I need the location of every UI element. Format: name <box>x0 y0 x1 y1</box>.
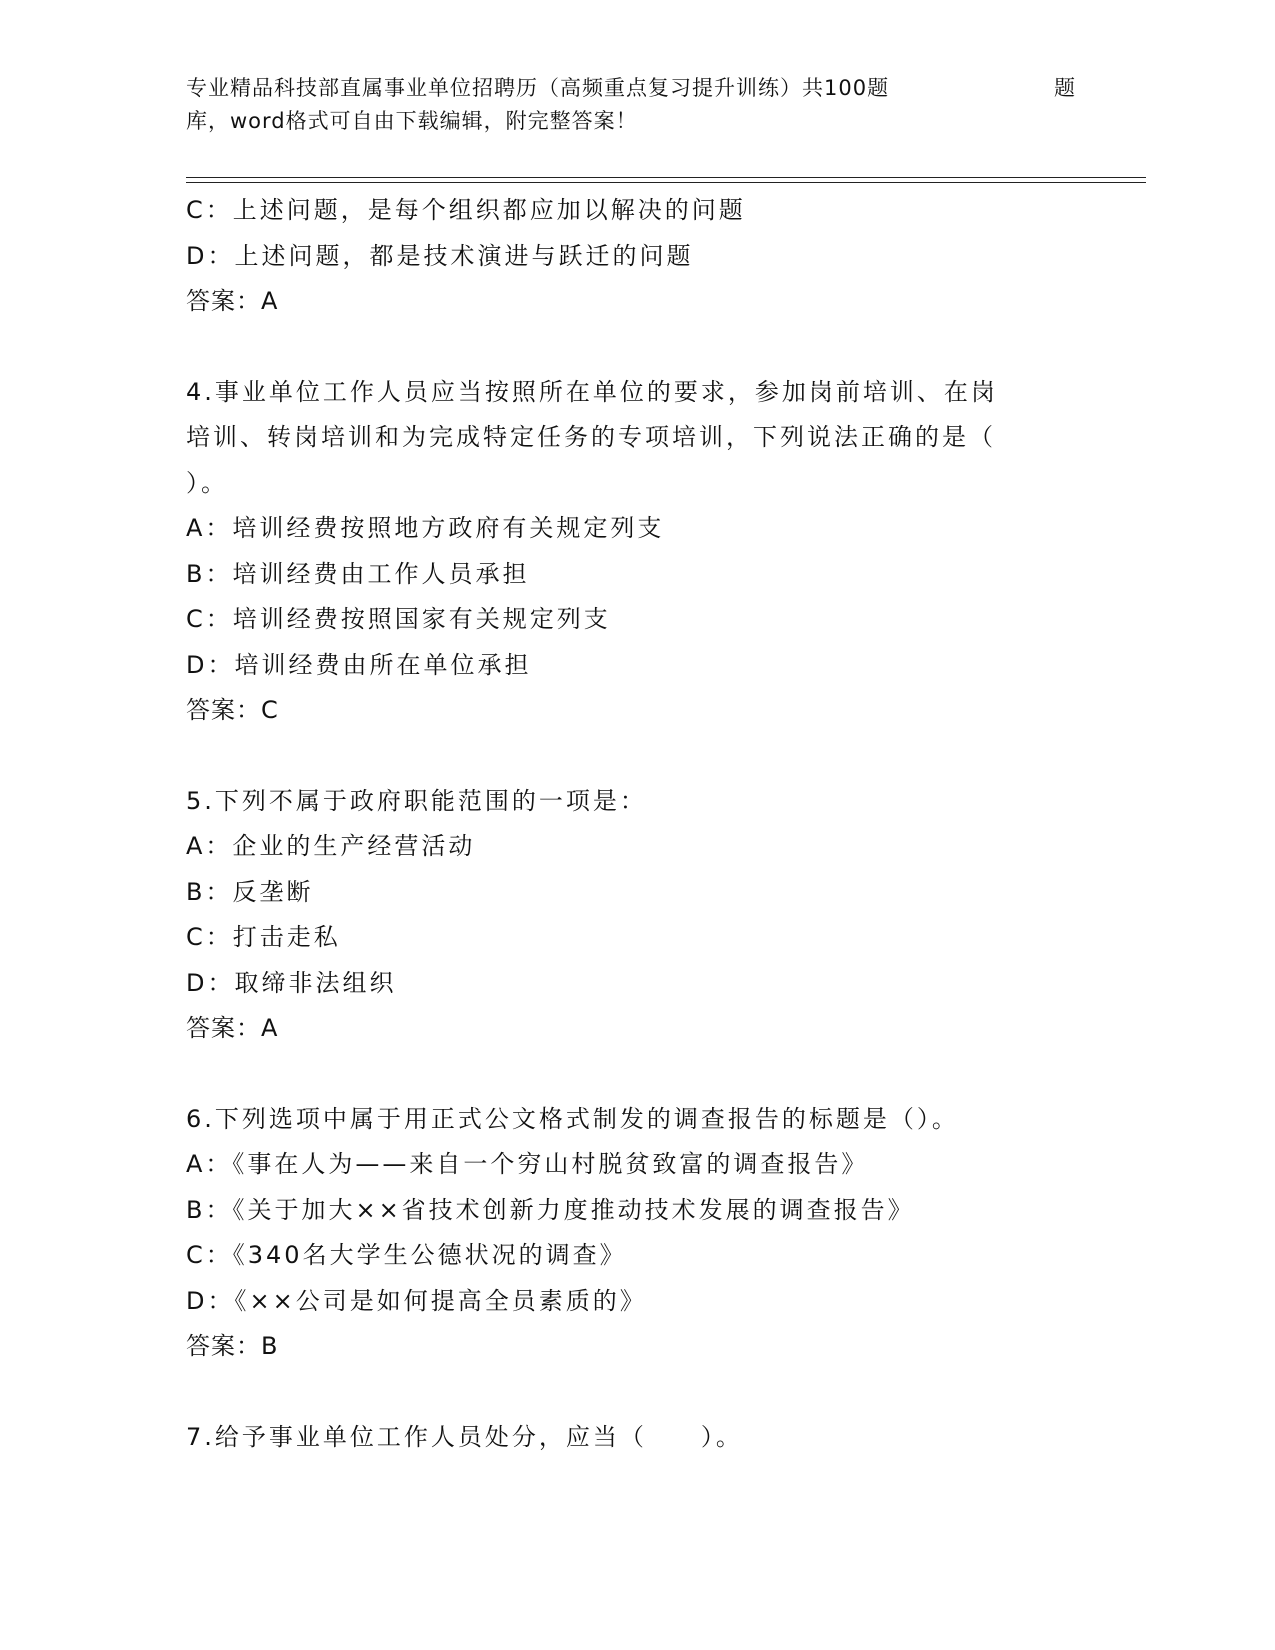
question-stem <box>186 1097 1086 1143</box>
option-b: B：反垄断 <box>186 877 314 906</box>
option-c: C：上述问题，是每个组织都应加以解决的问题 <box>186 196 746 224</box>
header-divider-top <box>186 177 1146 178</box>
header-line-1 <box>186 72 1086 105</box>
question-spacer <box>186 1052 1086 1097</box>
header-divider-bottom <box>186 182 1146 183</box>
option-b: B：《关于加大××省技术创新力度推动技术发展的调查报告》 <box>186 1195 915 1224</box>
question-4 <box>186 370 1086 734</box>
question-content <box>186 188 1086 1460</box>
question-spacer <box>186 325 1086 370</box>
stem-line: 4.事业单位工作人员应当按照所在单位的要求，参加岗前培训、在岗 <box>186 377 998 406</box>
option-a: A：培训经费按照地方政府有关规定列支 <box>186 514 665 542</box>
stem-line: 5.下列不属于政府职能范围的一项是： <box>186 786 647 815</box>
option-b: B：培训经费由工作人员承担 <box>186 559 530 588</box>
question-3-tail <box>186 188 1086 325</box>
question-7 <box>186 1415 1086 1461</box>
header-title-text: 专业精品科技部直属事业单位招聘历（高频重点复习提升训练）共100题 <box>186 76 890 100</box>
option-d: D：上述问题，都是技术演进与跃迁的问题 <box>186 241 694 270</box>
header-line-2: 库，word格式可自由下载编辑，附完整答案！ <box>186 109 638 133</box>
question-5 <box>186 779 1086 1052</box>
question-spacer <box>186 1370 1086 1415</box>
option-d: D：取缔非法组织 <box>186 968 397 997</box>
question-stem <box>186 1415 1086 1461</box>
option-d: D：培训经费由所在单位承担 <box>186 650 532 679</box>
header-title-tail: 题 <box>1054 76 1076 100</box>
answer-line: 答案：B <box>186 1332 279 1360</box>
answer-line: 答案：A <box>186 287 279 315</box>
question-stem <box>186 370 1086 507</box>
option-c: C：《340名大学生公德状况的调查》 <box>186 1241 627 1269</box>
stem-line: 6.下列选项中属于用正式公文格式制发的调查报告的标题是（）。 <box>186 1104 959 1133</box>
stem-line: 7.给予事业单位工作人员处分，应当（ ）。 <box>186 1422 743 1451</box>
option-a: A：《事在人为——来自一个穷山村脱贫致富的调查报告》 <box>186 1150 869 1178</box>
document-header <box>186 72 1086 138</box>
answer-line: 答案：C <box>186 696 279 724</box>
stem-line: 培训、转岗培训和为完成特定任务的专项培训，下列说法正确的是（ <box>186 423 996 451</box>
question-6 <box>186 1097 1086 1370</box>
option-d: D：《××公司是如何提高全员素质的》 <box>186 1286 647 1315</box>
option-c: C：打击走私 <box>186 923 341 951</box>
answer-line: 答案：A <box>186 1014 279 1042</box>
option-a: A：企业的生产经营活动 <box>186 832 476 860</box>
stem-line: ）。 <box>186 468 228 497</box>
question-spacer <box>186 734 1086 779</box>
option-c: C：培训经费按照国家有关规定列支 <box>186 605 611 633</box>
question-stem <box>186 779 1086 825</box>
